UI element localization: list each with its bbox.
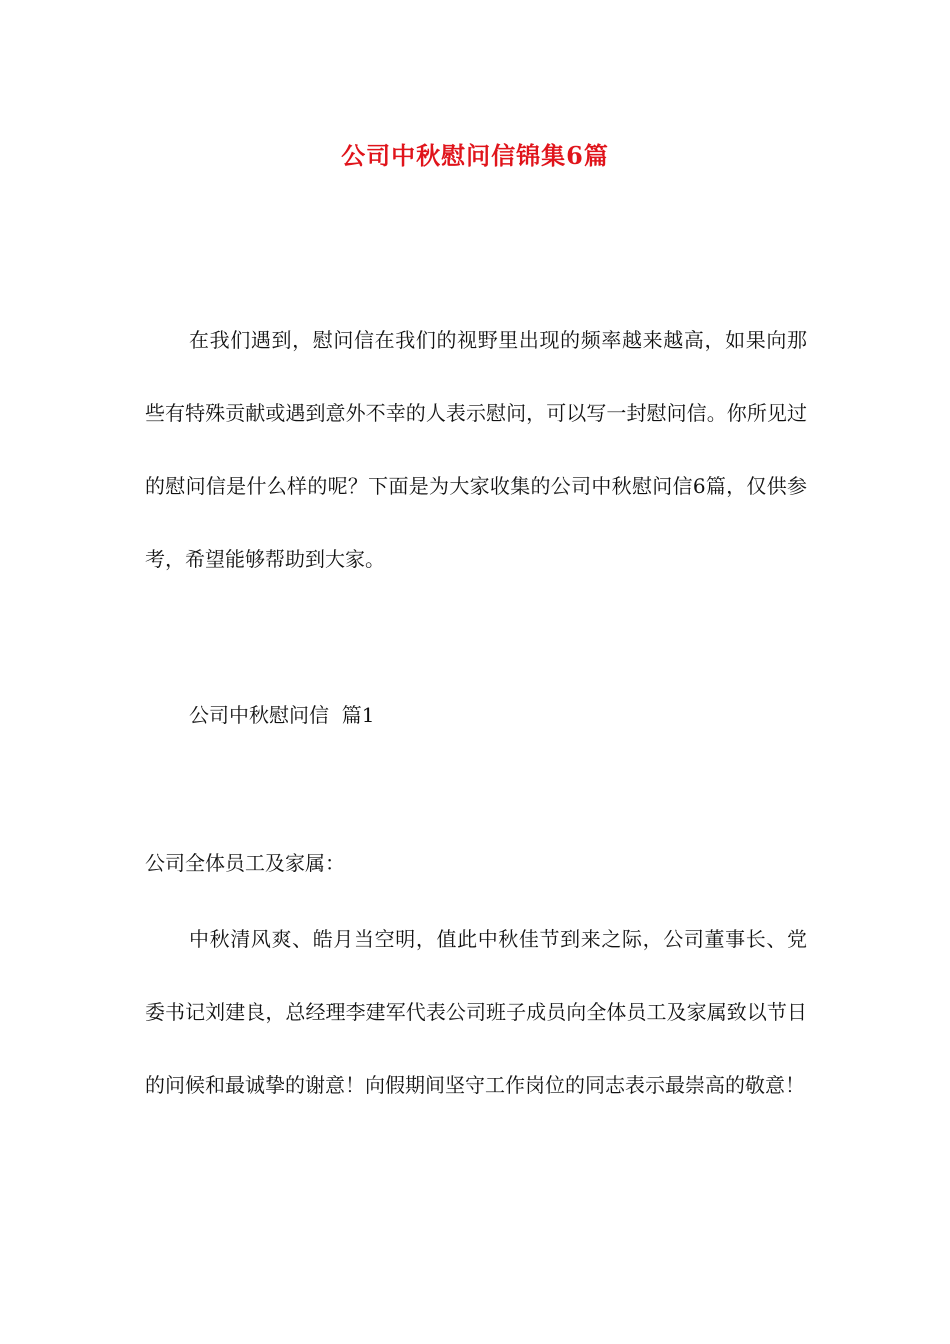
intro-paragraph: 在我们遇到，慰问信在我们的视野里出现的频率越来越高，如果向那些有特殊贡献或遇到意外不幸的人表示慰问，可以写一封慰问信。你所见过的慰问信是什么样的呢？下面是为大家收集的公司中秋慰问信6篇，仅供参考，希望能够帮助到大家。 [145, 328, 807, 571]
salutation: 公司全体员工及家属： [145, 851, 345, 875]
document-title: 公司中秋慰问信锦集6篇 [341, 141, 609, 170]
section-heading: 公司中秋慰问信 篇1 [189, 703, 375, 727]
body-paragraph: 中秋清风爽、皓月当空明，值此中秋佳节到来之际，公司董事长、党委书记刘建良，总经理李建军代表公司班子成员向全体员工及家属致以节日的问候和最诚挚的谢意！向假期间坚守工作岗位的同志表示最崇高的敬意！ [145, 927, 807, 1097]
